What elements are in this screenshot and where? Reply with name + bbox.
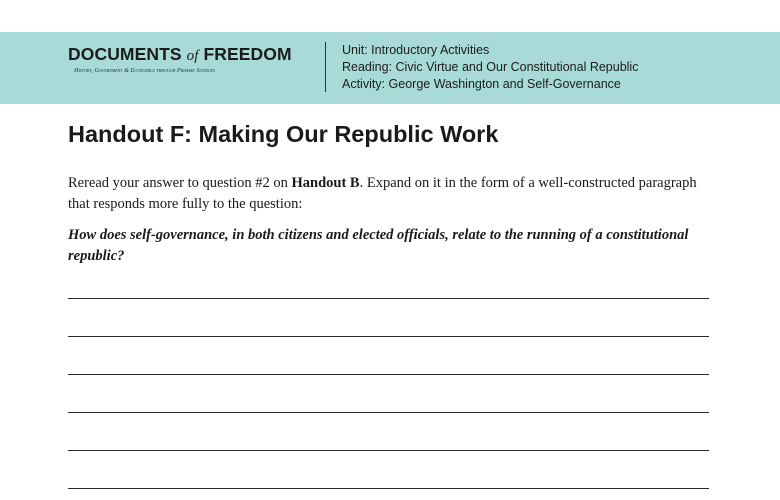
answer-line[interactable] xyxy=(68,488,709,489)
brand-title xyxy=(68,44,318,65)
answer-line[interactable] xyxy=(68,374,709,375)
header-divider xyxy=(325,42,326,92)
header-band xyxy=(0,32,780,104)
instructions-before: Reread your answer to question #2 on xyxy=(68,175,292,191)
handout-title: Handout F: Making Our Republic Work xyxy=(68,121,499,147)
unit-label: Unit: Introductory Activities xyxy=(342,43,490,57)
activity-label: Activity: George Washington and Self-Governance xyxy=(342,76,621,91)
brand-title-part1: DOCUMENTS xyxy=(68,44,187,64)
lesson-meta xyxy=(342,42,638,92)
reading-label: Reading: Civic Virtue and Our Constitutional Republic xyxy=(342,59,639,74)
handout-reference: Handout B xyxy=(291,175,360,191)
answer-line[interactable] xyxy=(68,412,709,413)
answer-line[interactable] xyxy=(68,336,709,337)
instructions-after: . Expand on it in the form of a well-constructed paragraph that responds more fully to the question: xyxy=(68,175,697,212)
answer-line[interactable] xyxy=(68,450,709,451)
brand-logo xyxy=(68,44,318,74)
brand-title-part2: FREEDOM xyxy=(198,44,292,64)
brand-tagline: History, Government & Economics through Primary Sources xyxy=(74,67,215,74)
instructions-text xyxy=(68,173,718,215)
brand-title-of: of xyxy=(186,48,199,64)
answer-line[interactable] xyxy=(68,298,709,299)
question-text: How does self-governance, in both citizens and elected officials, relate to the running of a constitutional republic? xyxy=(68,227,689,264)
